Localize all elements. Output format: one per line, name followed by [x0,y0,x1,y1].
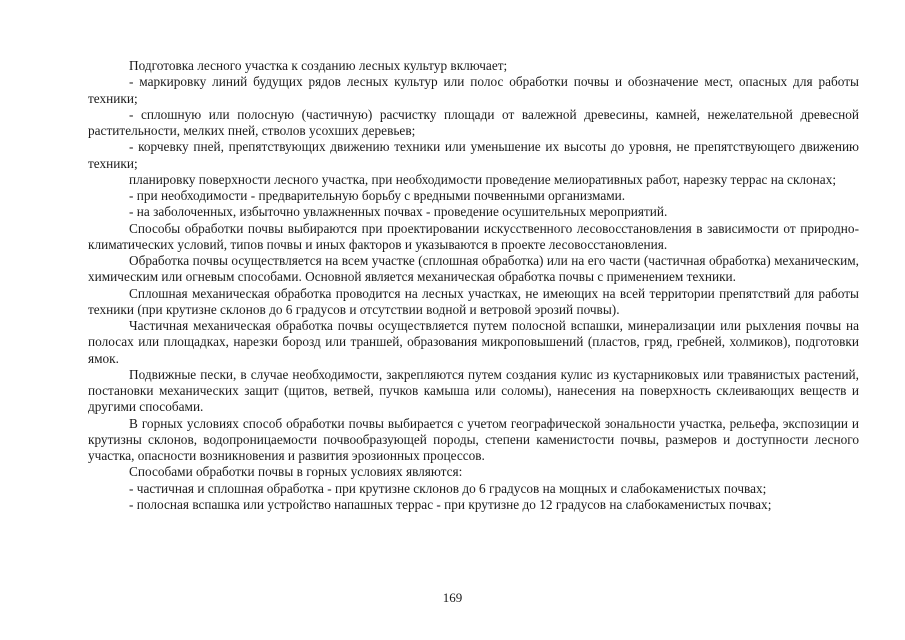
page-body [88,58,859,513]
paragraph: - полосная вспашка или устройство напашных террас - при крутизне до 12 градусов на слабокаменистых почвах; [129,496,772,512]
paragraph: Подготовка лесного участка к созданию лесных культур включает; [129,58,508,73]
paragraph: - на заболоченных, избыточно увлажненных почвах - проведение осушительных мероприятий. [129,204,668,220]
paragraph: Сплошная механическая обработка проводится на лесных участках, не имеющих на всей территории препятствий для работы техники (при крутизне склонов до 6 градусов и отсутствии водной и ветровой эрозий почвы). [88,285,859,317]
paragraph: В горных условиях способ обработки почвы выбирается с учетом географической зональности участка, рельефа, экспозиции и крутизны склонов, водопроницаемости почвообразующей породы, степени каменистости почвы, размеров и доступности лесного участка, опасности возникновения и развития эрозионных процессов. [88,415,859,463]
paragraph: - при необходимости - предварительную борьбу с вредными почвенными организмами. [129,188,626,203]
paragraph: планировку поверхности лесного участка, при необходимости проведение мелиоративных работ, нарезку террас на склонах; [129,171,837,187]
paragraph: Способами обработки почвы в горных условиях являются: [129,464,463,480]
page-number: 169 [442,590,463,605]
paragraph: - маркировку линий будущих рядов лесных культур или полос обработки почвы и обозначение мест, опасных для работы техники; [88,74,859,106]
paragraph: - сплошную или полосную (частичную) расчистку площади от валежной древесины, камней, нежелательной древесной растительности, мелких пней, стволов усохших деревьев; [88,106,859,138]
paragraph: Способы обработки почвы выбираются при проектировании искусственного лесовосстановления в зависимости от природно-климатических условий, типов почвы и иных факторов и указываются в проекте лесовосстановления. [88,220,859,252]
paragraph: Подвижные пески, в случае необходимости, закрепляются путем создания кулис из кустарниковых или травянистых растений, постановки механических защит (щитов, ветвей, пучков камыша или соломы), нанесения на поверхность склеивающих веществ и другими способами. [88,366,859,415]
paragraph: - частичная и сплошная обработка - при крутизне склонов до 6 градусов на мощных и слабокаменистых почвах; [129,480,767,496]
paragraph: Частичная механическая обработка почвы осуществляется путем полосной вспашки, минерализации или рыхления почвы на полосах или площадках, нарезки борозд или траншей, образования микроповышений (пластов, гряд, гребней, холмиков), подготовки ямок. [88,318,859,366]
paragraph: - корчевку пней, препятствующих движению техники или уменьшение их высоты до уровня, не препятствующего движению техники; [88,139,859,171]
paragraph: Обработка почвы осуществляется на всем участке (сплошная обработка) или на его части (частичная обработка) механическим, химическим или огневым способами. Основной является механическая обработка почвы с применением техники. [88,253,859,285]
